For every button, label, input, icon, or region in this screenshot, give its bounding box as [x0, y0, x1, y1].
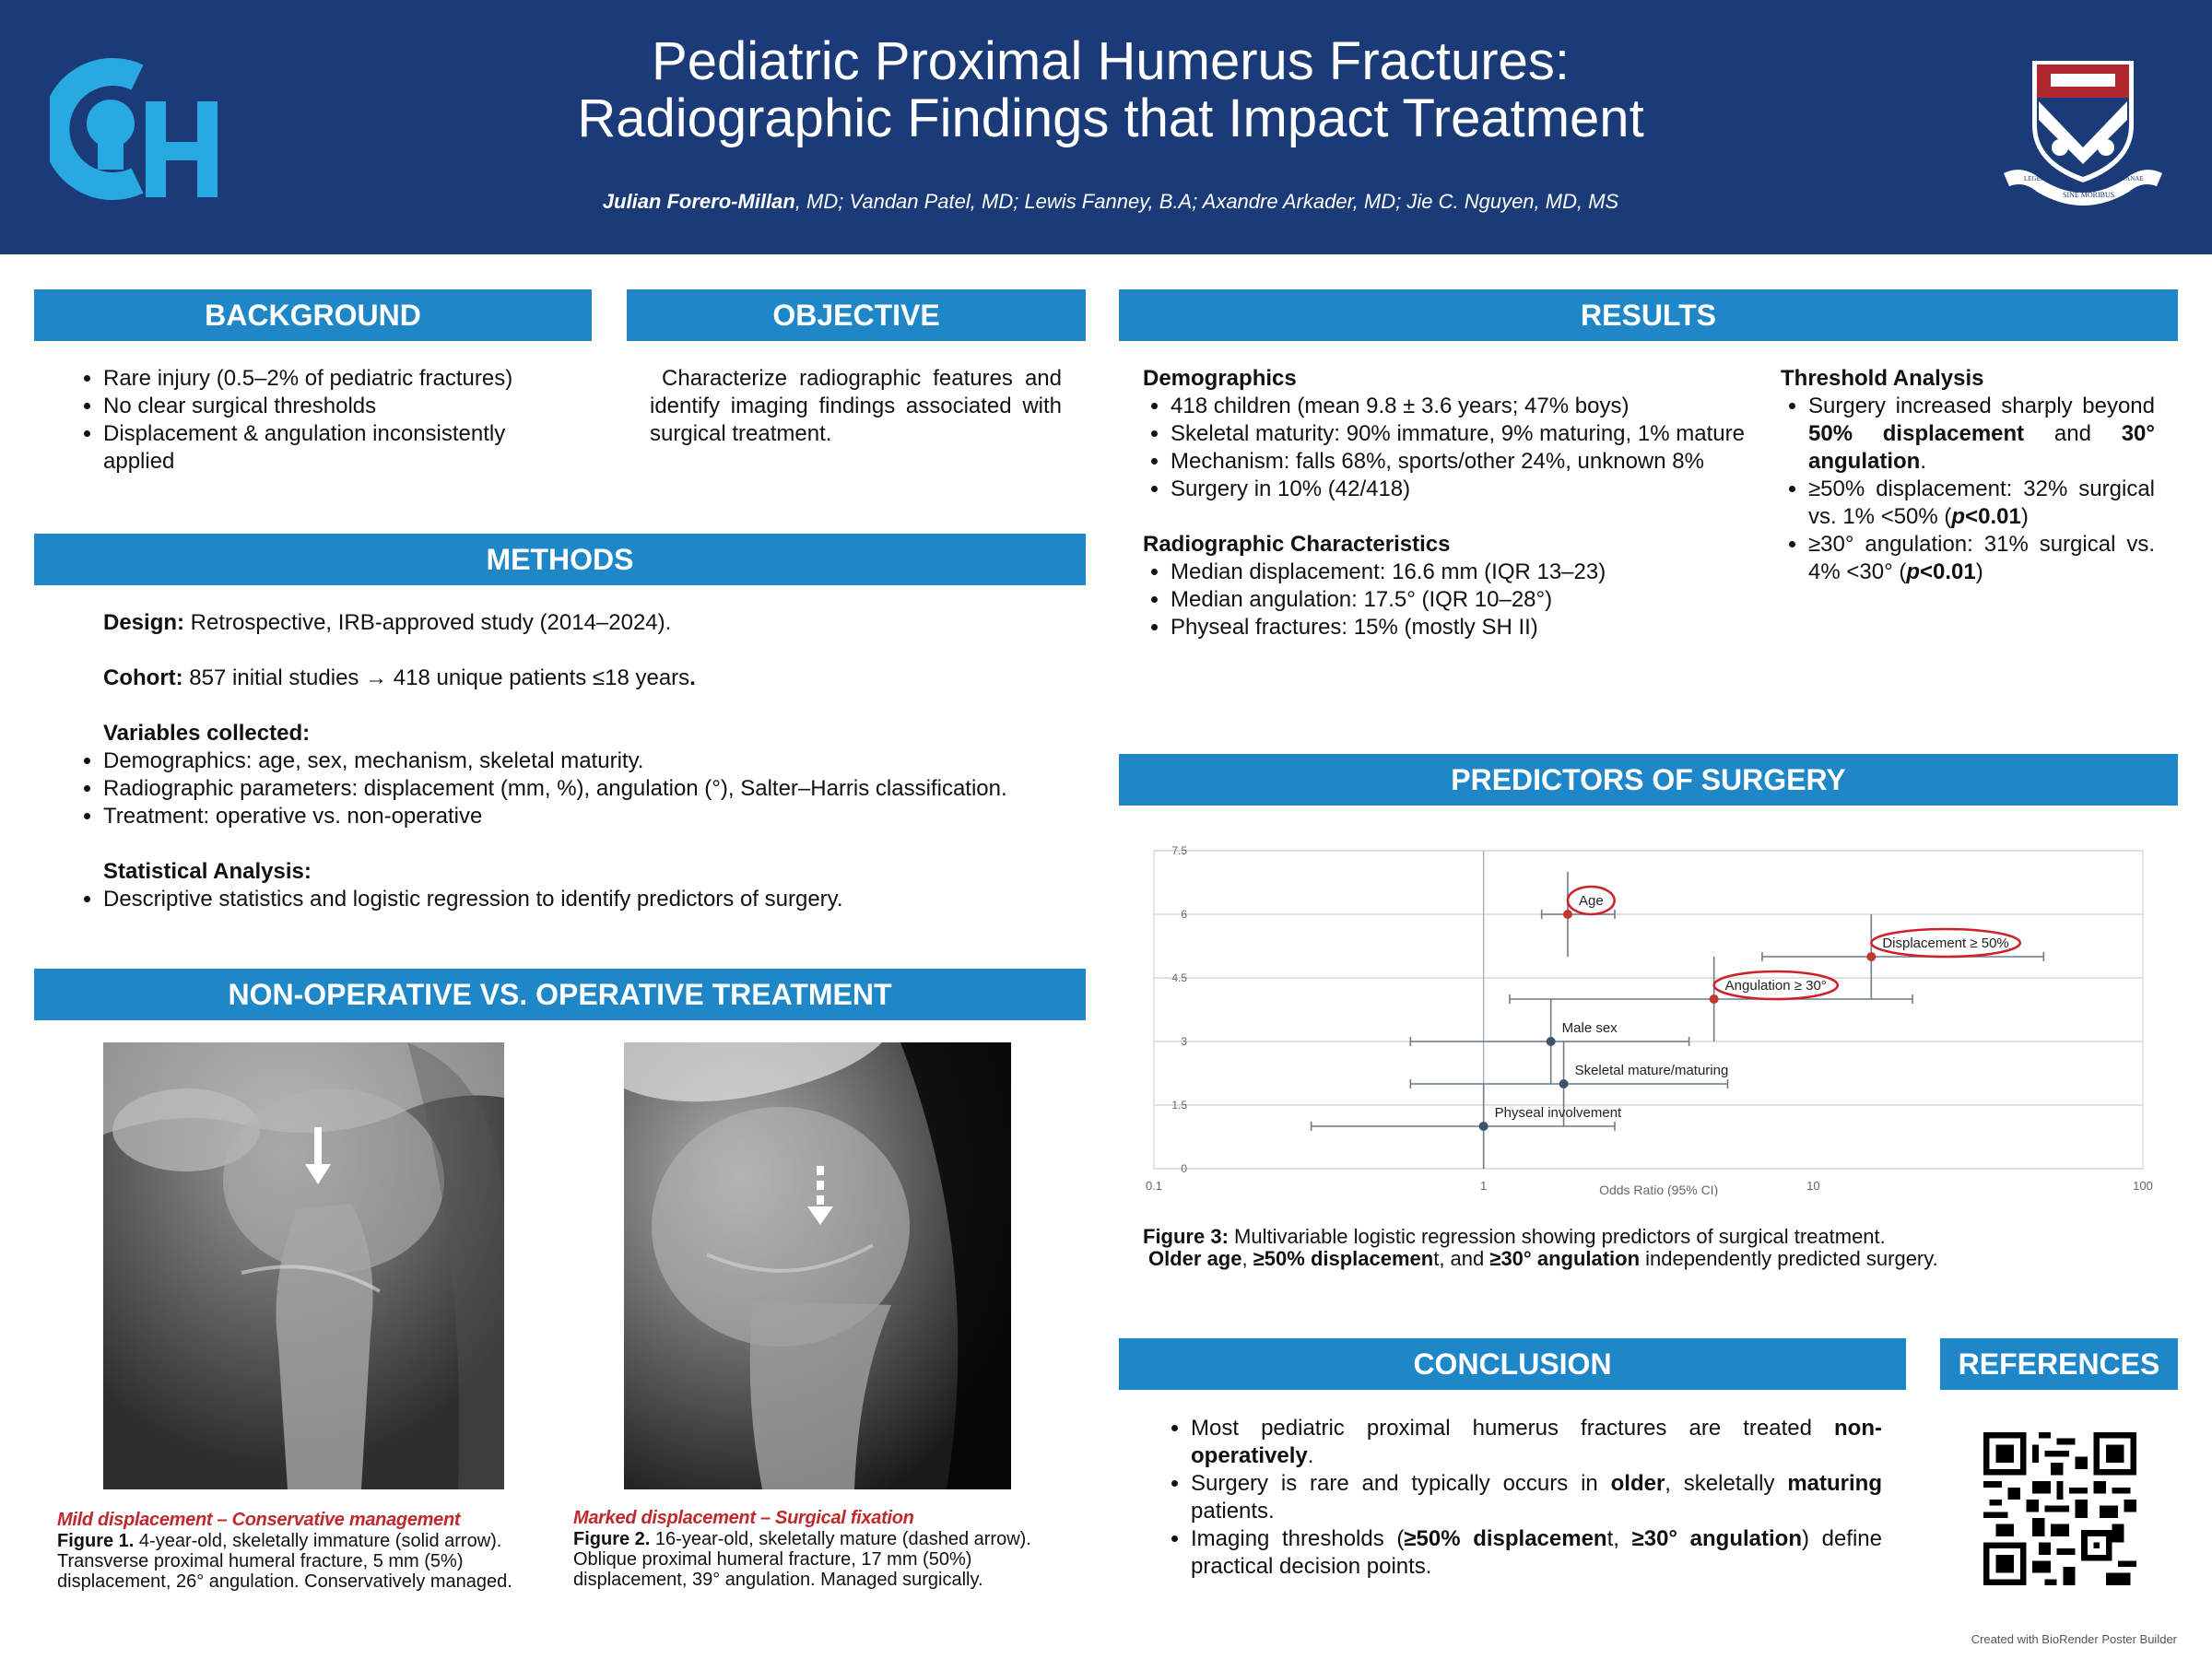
- point-label: Age: [1578, 893, 1604, 909]
- design-text: Retrospective, IRB-approved study (2014–2024).: [184, 610, 672, 635]
- cohort-text: 857 initial studies → 418 unique patients ≤18 years: [182, 665, 690, 690]
- list-item: • Mechanism: falls 68%, sports/other 24%, unknown 8%: [1171, 448, 1759, 476]
- y-tick-label: 3: [1181, 1035, 1187, 1048]
- forest-plot: [1143, 837, 2157, 1196]
- y-tick-label: 6: [1181, 908, 1187, 921]
- list-item: • Rare injury (0.5–2% of pediatric fractures): [103, 365, 555, 393]
- bold-text: older: [1610, 1471, 1665, 1496]
- figure-2-text: [573, 1529, 1071, 1590]
- figure-3-text: Multivariable logistic regression showing predictors of surgical treatment.: [1228, 1225, 1886, 1248]
- text: independently predicted surgery.: [1640, 1247, 1938, 1270]
- point-label: Angulation ≥ 30°: [1724, 978, 1827, 994]
- p-value: <0.01: [1920, 559, 1976, 584]
- radiographic-label: Radiographic Characteristics: [1143, 532, 1451, 557]
- bold-text: Older age: [1148, 1247, 1242, 1270]
- y-tick-label: 0: [1181, 1162, 1187, 1175]
- bold-text: ≥50% displacemen: [1404, 1526, 1607, 1551]
- threshold-label: Threshold Analysis: [1781, 366, 1984, 391]
- data-point: [1710, 994, 1719, 1004]
- bold-text: 30° angulation: [1808, 421, 2155, 474]
- text: ≥30° angulation: 31% surgical vs. 4% <30° (: [1808, 532, 2155, 584]
- list-item: [1808, 476, 2155, 531]
- text: patients.: [1191, 1499, 1275, 1524]
- bold-text: maturing: [1787, 1471, 1882, 1496]
- data-point: [1559, 1079, 1569, 1088]
- bold-text: ≥50% displacemen: [1253, 1247, 1434, 1270]
- figure-3-caption: [1143, 1226, 2166, 1270]
- bold-text: non-operatively: [1191, 1416, 1882, 1468]
- other-authors: , MD; Vandan Patel, MD; Lewis Fanney, B.A; Axandre Arkader, MD; Jie C. Nguyen, MD, MS: [794, 190, 1619, 213]
- text: ,: [1241, 1247, 1253, 1270]
- point-label: Male sex: [1561, 1020, 1618, 1036]
- methods-body: [76, 609, 1071, 913]
- data-point: [1866, 952, 1876, 961]
- figure-2-description: 16-year-old, skeletally mature (dashed arrow). Oblique proximal humeral fracture, 17 mm (50%) displacement, 39° angulation. Managed surgically.: [573, 1529, 1031, 1590]
- p-symbol: p: [1951, 504, 1966, 529]
- xray-figure-2: [624, 1042, 1011, 1489]
- methods-heading: METHODS: [34, 534, 1086, 585]
- design-line: [76, 609, 1071, 637]
- list-item: • Median angulation: 17.5° (IQR 10–28°): [1171, 586, 1759, 614]
- variables-label: Variables collected:: [103, 721, 311, 746]
- list-item: • Skeletal maturity: 90% immature, 9% maturing, 1% mature: [1171, 420, 1759, 448]
- point-label: Physeal involvement: [1494, 1105, 1622, 1121]
- conclusion-list: [1163, 1415, 1882, 1581]
- figure-1-caption: [57, 1510, 555, 1592]
- text: Surgery is rare and typically occurs in: [1191, 1471, 1611, 1496]
- list-item: [1191, 1470, 1882, 1525]
- bold-text: ≥30° angulation: [1489, 1247, 1641, 1270]
- crest-motto-right: VANAE: [2122, 175, 2144, 182]
- x-axis-label: Odds Ratio (95% CI): [1599, 1182, 1719, 1196]
- title-line-1: Pediatric Proximal Humerus Fractures:: [652, 31, 1570, 91]
- text: Most pediatric proximal humerus fractures are treated: [1191, 1416, 1835, 1441]
- plot-grid: [1154, 851, 2143, 1169]
- figure-3-label: Figure 3:: [1143, 1225, 1229, 1248]
- list-item: [1191, 1415, 1882, 1470]
- plot-ticks: [1146, 844, 2153, 1193]
- cohort-end: .: [689, 665, 696, 690]
- cohort-label: Cohort:: [103, 665, 183, 690]
- chop-logo-icon: [50, 57, 225, 201]
- x-tick-label: 100: [2133, 1179, 2153, 1193]
- crest-motto-left: LEGES: [2024, 175, 2044, 182]
- design-label: Design:: [103, 610, 185, 635]
- data-point: [1563, 910, 1572, 919]
- first-author: Julian Forero-Millan: [602, 190, 795, 213]
- y-tick-label: 7.5: [1171, 844, 1187, 857]
- point-label: Displacement ≥ 50%: [1882, 935, 2009, 951]
- objective-text: Characterize radiographic features and identify imaging findings associated with surgical treatment.: [650, 366, 1068, 446]
- list-item: • Descriptive statistics and logistic regression to identify predictors of surgery.: [103, 886, 1071, 913]
- text: , skeletally: [1665, 1471, 1788, 1496]
- plot-frame: [1154, 851, 2143, 1169]
- predictors-heading: PREDICTORS OF SURGERY: [1119, 754, 2178, 806]
- text: t, and: [1433, 1247, 1490, 1270]
- text: and: [2024, 421, 2122, 446]
- point-label: Skeletal mature/maturing: [1574, 1063, 1729, 1078]
- text: Imaging thresholds (: [1191, 1526, 1405, 1551]
- figure-2-label: Figure 2.: [573, 1529, 651, 1549]
- results-heading: RESULTS: [1119, 289, 2178, 341]
- footer-credit: Created with BioRender Poster Builder: [1971, 1632, 2177, 1646]
- list-item: [1808, 531, 2155, 586]
- x-tick-label: 10: [1806, 1179, 1820, 1193]
- figure-1-title: Mild displacement – Conservative management: [57, 1510, 461, 1530]
- list-item: • Treatment: operative vs. non-operative: [103, 803, 1071, 830]
- text: ) define practical decision points.: [1191, 1526, 1882, 1579]
- y-tick-label: 4.5: [1171, 971, 1187, 984]
- figure-2-title: Marked displacement – Surgical fixation: [573, 1508, 914, 1528]
- list-item: • 418 children (mean 9.8 ± 3.6 years; 47% boys): [1171, 393, 1759, 420]
- background-heading: BACKGROUND: [34, 289, 592, 341]
- list-item: • Surgery in 10% (42/418): [1171, 476, 1759, 503]
- demographics-label: Demographics: [1143, 366, 1297, 391]
- crest-motto-center: SINE MORIBUS: [2063, 191, 2115, 199]
- list-item: • Radiographic parameters: displacement (mm, %), angulation (°), Salter–Harris classification.: [103, 775, 1071, 803]
- figure-1-description: 4-year-old, skeletally immature (solid arrow). Transverse proximal humeral fracture, 5 mm (5%) displacement, 26° angulation. Conservatively managed.: [57, 1531, 512, 1592]
- text: .: [1920, 449, 1926, 474]
- text: Surgery increased sharply beyond: [1808, 394, 2155, 418]
- list-item: [1191, 1525, 1882, 1581]
- figure-1-label: Figure 1.: [57, 1531, 135, 1551]
- data-point: [1547, 1037, 1556, 1046]
- text: t,: [1606, 1526, 1632, 1551]
- list-item: • Displacement & angulation inconsistently applied: [103, 420, 555, 476]
- figure-2-caption: [573, 1508, 1071, 1590]
- poster-title: [387, 33, 1834, 147]
- results-left: [1143, 365, 1759, 641]
- title-line-2: Radiographic Findings that Impact Treatment: [577, 88, 1644, 148]
- plot-marks: [1312, 872, 2044, 1169]
- list-item: [1808, 393, 2155, 476]
- bold-text: ≥30° angulation: [1631, 1526, 1802, 1551]
- p-value: <0.01: [1965, 504, 2021, 529]
- list-item: • Demographics: age, sex, mechanism, skeletal maturity.: [103, 747, 1071, 775]
- y-tick-label: 1.5: [1171, 1099, 1187, 1112]
- references-heading: REFERENCES: [1940, 1338, 2178, 1390]
- list-item: • Median displacement: 16.6 mm (IQR 13–23): [1171, 559, 1759, 586]
- conclusion-heading: CONCLUSION: [1119, 1338, 1906, 1390]
- qr-code-icon[interactable]: [1983, 1432, 2136, 1585]
- list-item: • No clear surgical thresholds: [103, 393, 555, 420]
- data-point: [1479, 1122, 1488, 1131]
- text: ≥50% displacement: 32% surgical vs. 1% <50% (: [1808, 477, 2155, 529]
- figure-1-text: [57, 1531, 555, 1592]
- author-list: [387, 190, 1834, 214]
- background-list: [76, 365, 555, 476]
- objective-heading: OBJECTIVE: [627, 289, 1086, 341]
- cohort-line: [76, 665, 1071, 692]
- text: .: [1307, 1443, 1314, 1468]
- list-item: • Physeal fractures: 15% (mostly SH II): [1171, 614, 1759, 641]
- university-crest-icon: [2000, 55, 2166, 212]
- x-tick-label: 0.1: [1145, 1179, 1163, 1193]
- xray-figure-1: [103, 1042, 504, 1489]
- x-tick-label: 1: [1480, 1179, 1488, 1193]
- text: ): [1975, 559, 1983, 584]
- text: ): [2020, 504, 2029, 529]
- results-right: [1781, 365, 2155, 586]
- treatment-heading: NON-OPERATIVE VS. OPERATIVE TREATMENT: [34, 969, 1086, 1020]
- stats-label: Statistical Analysis:: [103, 859, 312, 884]
- p-symbol: p: [1906, 559, 1920, 584]
- bold-text: 50% displacement: [1808, 421, 2025, 446]
